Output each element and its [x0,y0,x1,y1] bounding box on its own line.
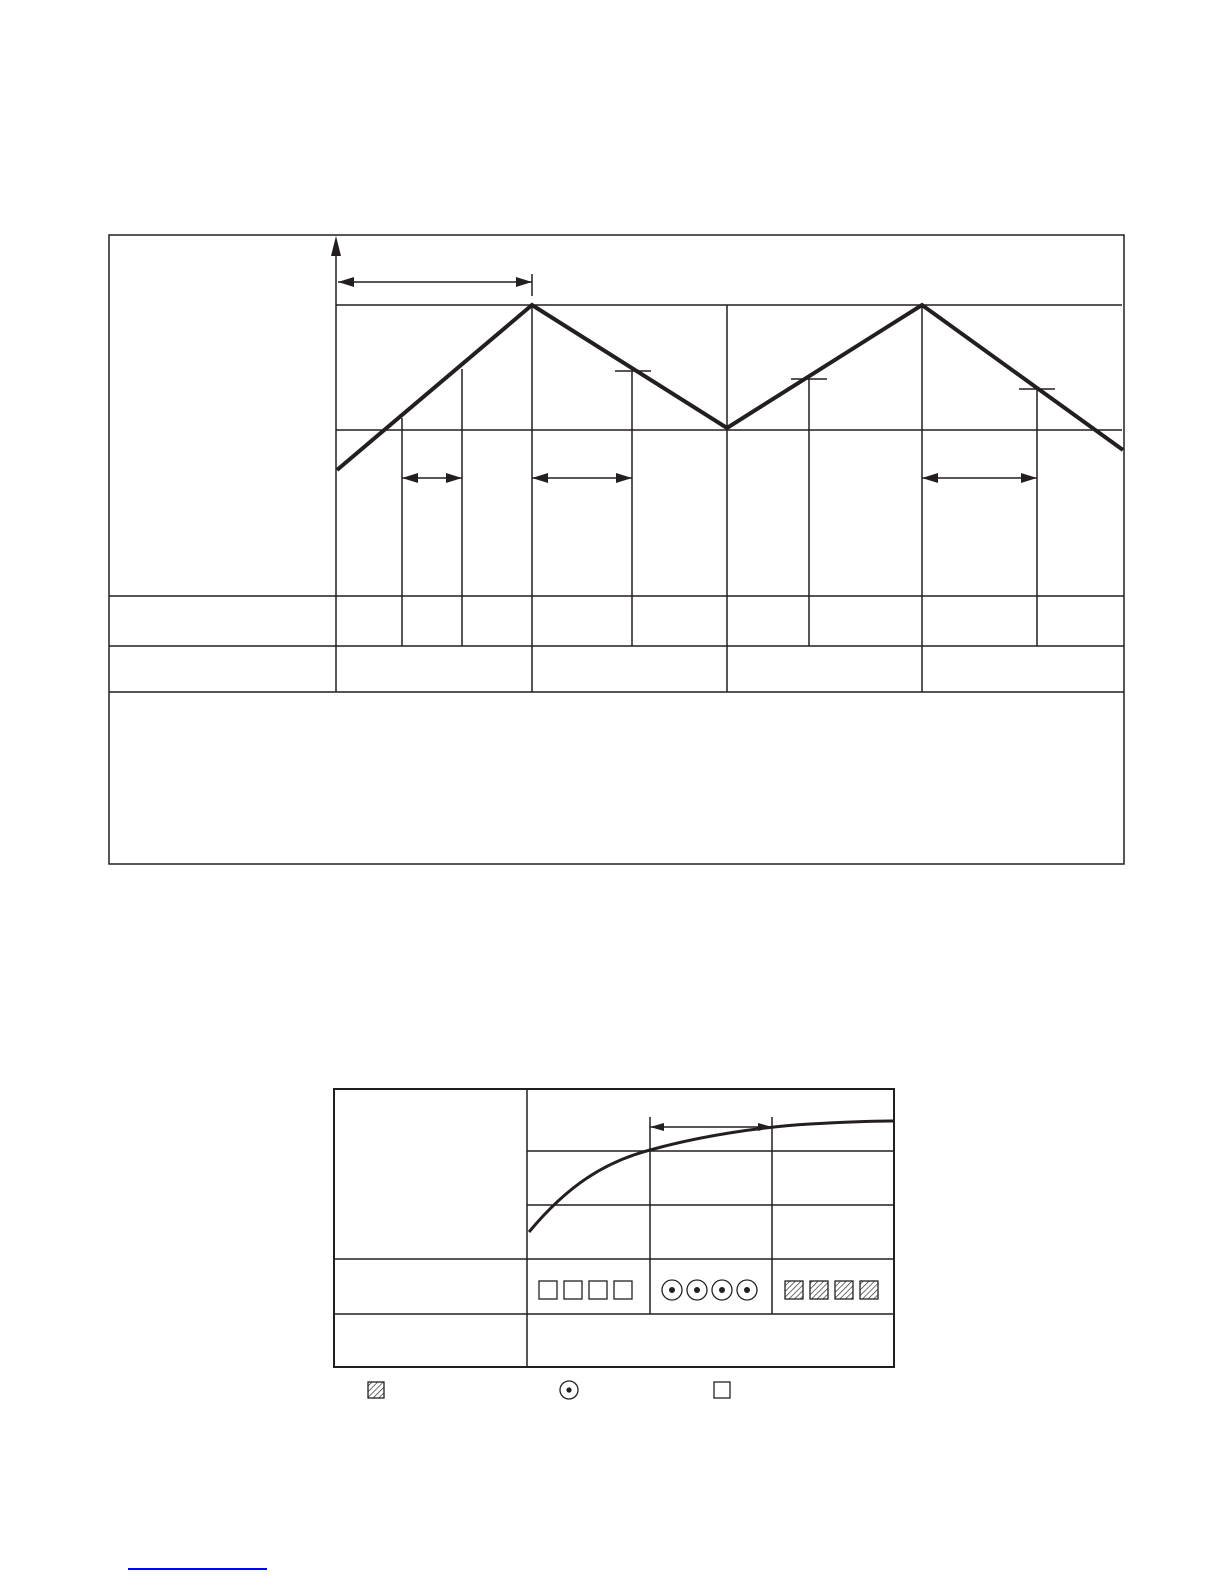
empty-square-icon [539,1281,557,1299]
diagram-frame [109,235,1124,864]
stage-2-indicators [662,1280,757,1300]
dot-circle-icon [712,1280,732,1300]
indicator-curve-diagram [334,1089,894,1399]
interval-arrow-2 [532,473,632,483]
top-interval-arrowhead-left [338,277,354,287]
dot-circle-icon [662,1280,682,1300]
page-footer-link[interactable] [128,1568,267,1570]
empty-square-icon [564,1281,582,1299]
hatched-square-icon [785,1281,803,1299]
triangle-waveform [337,305,1123,470]
stage-1-indicators [539,1281,632,1299]
dot-circle-icon [687,1280,707,1300]
dot-circle-icon [560,1381,578,1399]
interval-arrow-1 [402,473,462,483]
empty-square-icon [714,1382,730,1398]
hatched-square-icon [835,1281,853,1299]
stage-3-indicators [785,1281,878,1299]
hatched-square-icon [810,1281,828,1299]
cycle-timing-diagram [109,235,1124,864]
indicator-frame [334,1089,894,1367]
interval-arrow-3 [922,473,1037,483]
saturating-curve [529,1121,893,1232]
indicator-legend [368,1381,730,1399]
dot-circle-icon [737,1280,757,1300]
empty-square-icon [614,1281,632,1299]
hatched-square-icon [368,1382,384,1398]
hatched-square-icon [860,1281,878,1299]
y-axis-arrowhead [331,236,341,256]
empty-square-icon [589,1281,607,1299]
top-interval-arrowhead-right [516,277,532,287]
